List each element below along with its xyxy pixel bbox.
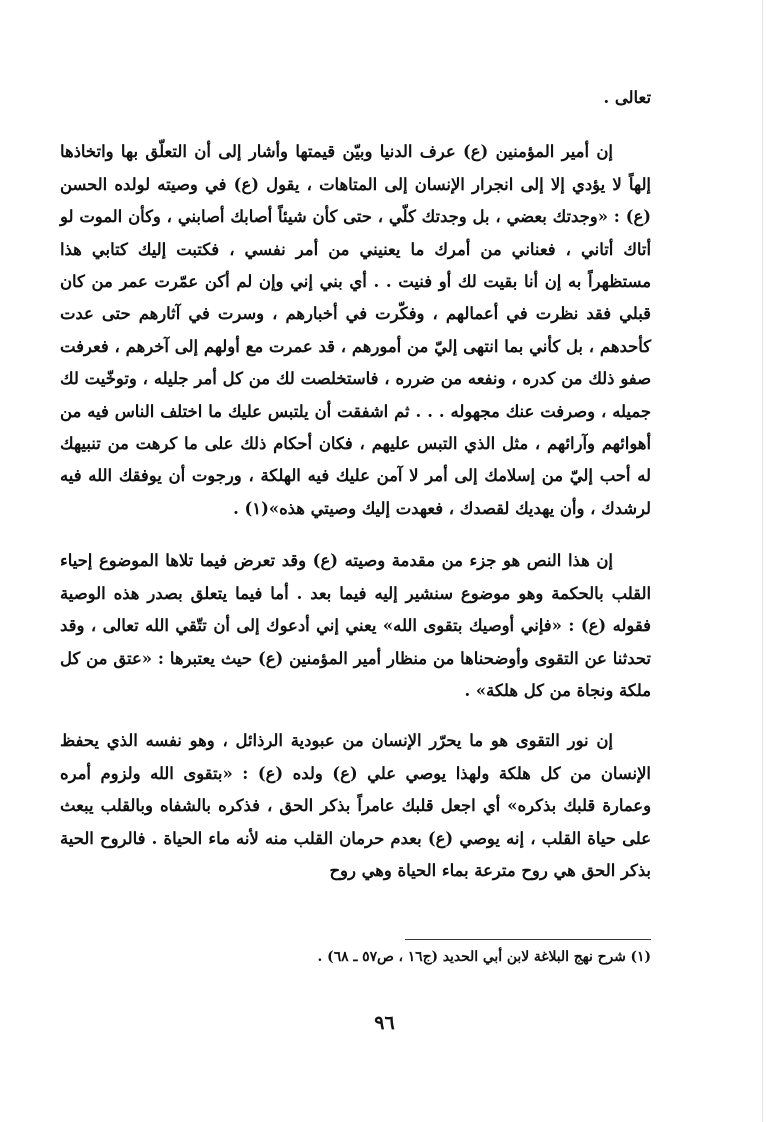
- paragraph-1: إن أمير المؤمنين (ع) عرف الدنيا وبيّن قيمتها وأشار إلى أن التعلّق بها واتخاذها إلهاً لا يؤدي إلا إلى انجرار الإنسان إلى المتاهات ، يقول (ع) في وصيته لولده الحسن (ع) : «وجدتك بعضي ، بل وجدتك كلّي ، حتى كأن شيئاً أصابك أصابني ، وكأن الموت لو أتاك أتاني ، فعناني من أمرك ما يعنيني من أمر نفسي ، فكتبت إليك كتابي هذا مستظهراً به إن أنا بقيت لك أو فنيت . . أي بني إني وإن لم أكن عمّرت عمر من كان قبلي فقد نظرت في أعمالهم ، وفكّرت في أخبارهم ، وسرت في آثارهم حتى عدت كأحدهم ، بل كأني بما انتهى إليّ من أمورهم ، قد عمرت مع أولهم إلى آخرهم ، فعرفت صفو ذلك من كدره ، ونفعه من ضرره ، فاستخلصت لك من كل أمر جليله ، وتوخّيت لك جميله ، وصرفت عنك مجهوله . . . ثم اشفقت أن يلتبس عليك ما اختلف الناس فيه من أهوائهم وآرائهم ، مثل الذي التبس عليهم ، فكان أحكام ذلك على ما كرهت من تنبيهك له أحب إليّ من إسلامك إلى أمر لا آمن عليك فيه الهلكة ، ورجوت أن يوفقك الله فيه لرشدك ، وأن يهديك لقصدك ، فعهدت إليك وصيتي هذه»(١) .: [60, 142, 651, 518]
- body-text: [60, 82, 651, 887]
- page-number: ٩٦: [374, 1012, 395, 1034]
- footnote: (١) شرح نهج البلاغة لابن أبي الحديد (ج١٦ ، ص٥٧ ـ ٦٨) .: [317, 949, 651, 965]
- page-edge: [762, 0, 763, 1122]
- continuation-line: تعالى .: [603, 88, 651, 107]
- footnote-divider: [405, 939, 651, 940]
- paragraph-2: إن هذا النص هو جزء من مقدمة وصيته (ع) وقد تعرض فيما تلاها الموضوع إحياء القلب بالحكمة وهو موضوع سنشير إليه فيما بعد . أما فيما يتعلق بصدر هذه الوصية فقوله (ع) : «فإني أوصيك بتقوى الله» يعني إني أدعوك إلى أن تتّقي الله تعالى ، وقد تحدثنا عن التقوى وأوضحناها من منظار أمير المؤمنين (ع) حيث يعتبرها : «عتق من كل ملكة ونجاة من كل هلكة» .: [60, 551, 651, 700]
- paragraph-3: إن نور التقوى هو ما يحرّر الإنسان من عبودية الرذائل ، وهو نفسه الذي يحفظ الإنسان من كل هلكة ولهذا يوصي علي (ع) ولده (ع) : «بتقوى الله ولزوم أمره وعمارة قلبك بذكره» أي اجعل قلبك عامراً بذكر الحق ، فذكره بالشفاه وبالقلب يبعث على حياة القلب ، إنه يوصي (ع) بعدم حرمان القلب منه لأنه ماء الحياة . فالروح الحية بذكر الحق هي روح مترعة بماء الحياة وهي روح: [60, 731, 651, 880]
